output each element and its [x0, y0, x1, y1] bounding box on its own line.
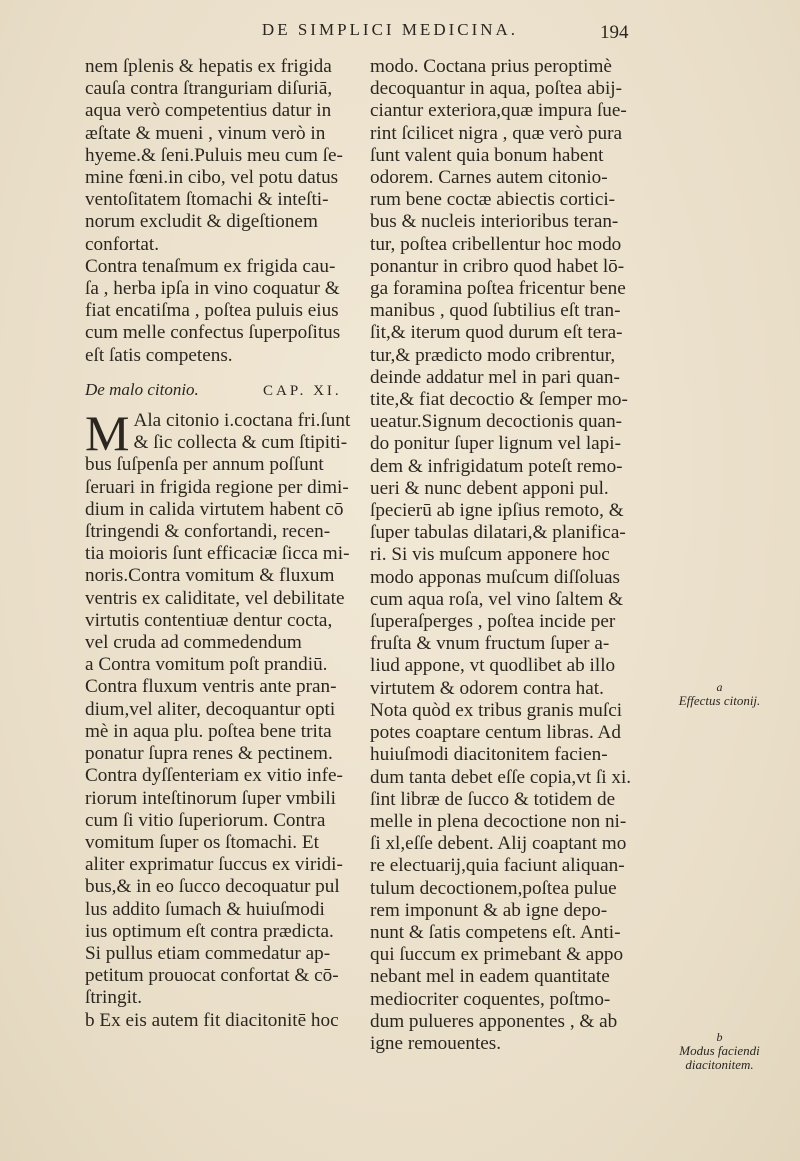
text-line: riorum inteſtinorum ſuper vmbili: [85, 787, 337, 809]
text-line: cum ſi vitio ſuperiorum. Contra: [85, 809, 326, 831]
text-line: b Ex eis autem fit diacitonitē hoc: [85, 1009, 339, 1031]
text-line: liud appone, vt quodlibet ab illo: [370, 655, 616, 677]
text-line: nebant mel in eadem quantitate: [370, 966, 610, 988]
page-number: 194: [600, 22, 629, 43]
text-line: & ſic collecta & cum ſtipiti-: [133, 432, 348, 454]
text-line: lus addito ſumach & huiuſmodi: [85, 898, 325, 920]
text-line: ſtringendi & confortandi, recen-: [85, 521, 331, 543]
text-line: petitum prouocat confortat & cō-: [85, 965, 339, 987]
text-line: aliter exprimatur ſuccus ex viridi-: [85, 854, 343, 876]
text-line: ſint libræ de ſucco & totidem de: [370, 788, 616, 810]
text-line: fiat encatiſma , poſtea puluis eius: [85, 300, 339, 322]
left-text-chapter-body: [85, 405, 358, 1032]
text-line: hyeme.& ſeni.Puluis meu cum ſe-: [85, 144, 343, 166]
text-line: Contra tenaſmum ex frigida cau-: [85, 255, 336, 277]
text-line: Ala citonio i.coctana fri.ſunt: [133, 410, 351, 432]
text-line: dium,vel aliter, decoquantur opti: [85, 698, 336, 720]
text-line: confortat.: [85, 233, 160, 255]
text-line: ga foramina poſtea fricentur bene: [370, 278, 626, 300]
text-line: bus,& in eo ſucco decoquatur pul: [85, 876, 340, 898]
text-line: ſeruari in frigida regione per dimi-: [85, 476, 349, 498]
text-line: ſuperaſperges , poſtea incide per: [370, 611, 616, 633]
chapter-title: De malo citonio.: [85, 379, 199, 399]
text-line: tia moioris ſunt efficaciæ ſicca mi-: [85, 543, 350, 565]
text-line: ſit,& iterum quod durum eſt tera-: [370, 322, 623, 344]
text-line: decoquantur in aqua, poſtea abij-: [370, 78, 623, 100]
text-line: ventris ex caliditate, vel debilitate: [85, 587, 345, 609]
margin-note-text: Effectus citonij.: [678, 693, 761, 708]
text-line: manibus , quod ſubtilius eſt tran-: [370, 300, 621, 322]
text-line: Nota quòd ex tribus granis muſci: [370, 699, 623, 721]
text-line: odorem. Carnes autem citonio-: [370, 167, 608, 189]
text-line: dum pulueres apponentes , & ab: [370, 1010, 618, 1032]
text-line: bus & nucleis interioribus teran-: [370, 211, 619, 233]
text-line: Contra dyſſenteriam ex vitio infe-: [85, 765, 343, 787]
text-line: qui ſuccum ex primebant & appo: [370, 944, 624, 966]
text-line: ueri & nunc debent apponi pul.: [370, 477, 609, 499]
text-line: tite,& fiat decoctio & ſemper mo-: [370, 389, 628, 411]
text-line: ponatur ſupra renes & pectinem.: [85, 743, 333, 765]
text-line: deinde addatur mel in pari quan-: [370, 366, 620, 388]
left-column: [85, 56, 358, 1032]
text-line: ponantur in cribro quod habet lō-: [370, 255, 625, 277]
text-line: virtutem & odorem contra hat.: [370, 677, 604, 699]
text-line: ſa , herba ipſa in vino coquatur &: [85, 278, 340, 300]
text-line: vomitum ſuper os ſtomachi. Et: [85, 831, 319, 853]
text-line: rem imponunt & ab igne depo-: [370, 899, 608, 921]
text-line: eſt ſatis competens.: [85, 344, 233, 366]
text-line: melle in plena decoctione non ni-: [370, 810, 627, 832]
text-line: ueatur.Signum decoctionis quan-: [370, 411, 623, 433]
text-line: do ponitur ſuper lignum vel lapi-: [370, 433, 621, 455]
text-line: mè in aqua plu. poſtea bene trita: [85, 720, 332, 742]
text-line: ri. Si vis muſcum apponere hoc: [370, 544, 610, 566]
text-line: cum melle confectus ſuperpoſitus: [85, 322, 341, 344]
text-line: cauſa contra ſtranguriam diſuriā,: [85, 78, 333, 100]
text-line: nunt & ſatis competens eſt. Anti-: [370, 921, 621, 943]
text-line: æſtate & mueni , vinum verò in: [85, 122, 326, 144]
text-line: tulum decoctionem,poſtea pulue: [370, 877, 617, 899]
text-line: vel cruda ad commedendum: [85, 632, 302, 654]
text-line: virtutis contentiuæ dentur cocta,: [85, 609, 333, 631]
text-line: ius optimum eſt contra prædicta.: [85, 920, 334, 942]
text-line: tur, poſtea cribellentur hoc modo: [370, 233, 622, 255]
text-line: potes coaptare centum libras. Ad: [370, 722, 621, 744]
margin-note-letter: a: [716, 680, 723, 694]
running-head: DE SIMPLICI MEDICINA.: [261, 20, 519, 39]
text-line: ſpecierū ab igne ipſius remoto, &: [370, 500, 624, 522]
text-line: dium in calida virtutem habent cō: [85, 498, 344, 520]
text-line: ſunt valent quia bonum habent: [370, 144, 604, 166]
margin-note-letter: b: [716, 1030, 723, 1044]
text-line: a Contra vomitum poſt prandiū.: [85, 654, 328, 676]
text-line: mine fœni.in cibo, vel potu datus: [85, 167, 339, 189]
text-line: cum aqua roſa, vel vino ſaltem &: [370, 588, 624, 610]
text-line: nem ſplenis & hepatis ex frigida: [85, 56, 332, 77]
text-line: dum tanta debet eſſe copia,vt ſi xi.: [370, 766, 632, 788]
text-line: ſuper tabulas dilatari,& planifica-: [370, 522, 626, 544]
text-line: Si pullus etiam commedatur ap-: [85, 942, 331, 964]
text-line: Contra fluxum ventris ante pran-: [85, 676, 337, 698]
margin-note-b: [672, 1030, 767, 1072]
text-line: huiuſmodi diacitonitem facien-: [370, 744, 608, 766]
text-line: modo apponas muſcum diſſoluas: [370, 566, 620, 588]
right-column: [370, 56, 643, 1055]
text-line: ſi xl,eſſe debent. Alij coaptant mo: [370, 833, 627, 855]
text-line: ſtringit.: [85, 987, 143, 1009]
text-line: igne remouentes.: [370, 1032, 502, 1054]
text-line: noris.Contra vomitum & fluxum: [85, 565, 335, 587]
margin-note-a: [672, 680, 767, 708]
text-line: rum bene coctæ abiectis cortici-: [370, 189, 616, 211]
drop-cap-initial: M: [85, 405, 130, 462]
left-text-before-chapter: [85, 56, 358, 367]
text-line: bus ſuſpenſa per annum poſſunt: [85, 454, 324, 476]
chapter-number: CAP. XI.: [263, 382, 342, 399]
text-line: modo. Coctana prius peroptimè: [370, 56, 612, 77]
text-line: ventoſitatem ſtomachi & inteſti-: [85, 189, 329, 211]
text-line: ciantur exteriora,quæ impura ſue-: [370, 100, 627, 122]
text-line: dem & infrigidatum poteſt remo-: [370, 455, 623, 477]
text-line: mediocriter coquentes, poſtmo-: [370, 988, 611, 1010]
text-line: norum excludit & digeſtionem: [85, 211, 318, 233]
text-line: rint ſcilicet nigra , quæ verò pura: [370, 122, 623, 144]
chapter-heading: [85, 379, 358, 402]
text-line: fruſta & vnum fructum ſuper a-: [370, 633, 610, 655]
text-line: tur,& prædicto modo cribrentur,: [370, 344, 616, 366]
text-line: re electuarij,quia faciunt aliquan-: [370, 855, 625, 877]
margin-note-text: Modus faciendi diacitonitem.: [679, 1043, 760, 1072]
text-line: aqua verò competentius datur in: [85, 100, 332, 122]
